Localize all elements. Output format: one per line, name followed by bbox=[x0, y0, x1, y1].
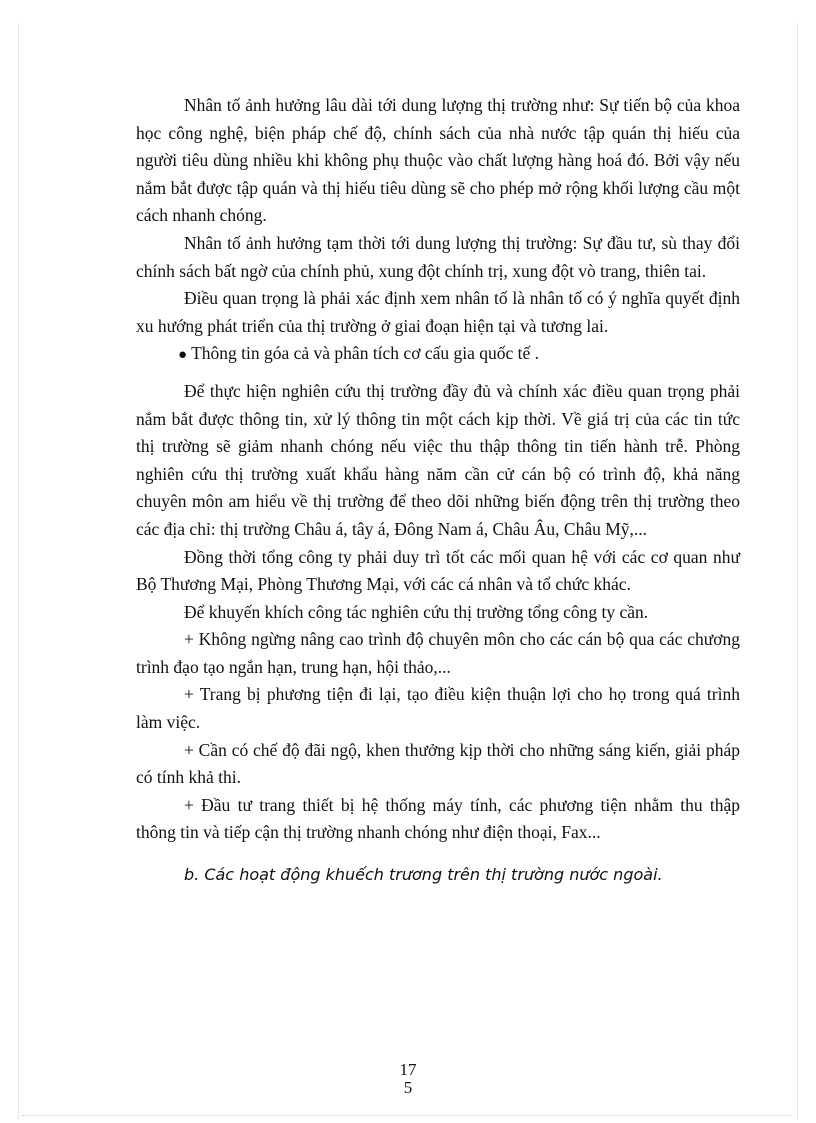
list-item-transport: + Trang bị phương tiện đi lại, tạo điều kiện thuận lợi cho họ trong quá trình làm việc. bbox=[136, 684, 740, 733]
list-item-rewards: + Cần có chế độ đãi ngộ, khen thưởng kịp thời cho những sáng kiến, giải pháp có tính khả thi. bbox=[136, 739, 740, 788]
paragraph-importance: Điều quan trọng là phải xác định xem nhân tố là nhân tố có ý nghĩa quyết định xu hướng phát triển của thị trường ở giai đoạn hiện tại và tương lai. bbox=[136, 288, 740, 336]
paragraph-long-term-factors: Nhân tố ảnh hưởng lâu dài tới dung lượng thị trường như: Sự tiến bộ của khoa học công nghệ, biện pháp chế độ, chính sách của nhà nước tập quán thị hiếu của người tiêu dùng nhiều khi không phụ thuộc vào chất lượng hàng hoá đó. Bởi vậy nếu nắm bắt được tập quán và thị hiếu tiêu dùng sẽ cho phép mở rộng khối lượng cầu một cách nhanh chóng. bbox=[136, 95, 740, 226]
section-heading: b. Các hoạt động khuếch trương trên thị trường nước ngoài. bbox=[184, 865, 663, 885]
bullet-icon: ● bbox=[178, 347, 188, 364]
paragraph-encourage: Để khuyến khích công tác nghiên cứu thị trường tổng công ty cần. bbox=[184, 601, 649, 622]
document-body bbox=[136, 92, 740, 889]
bullet-text: Thông tin góa cả và phân tích cơ cấu gia quốc tế . bbox=[191, 343, 540, 364]
list-item-training: + Không ngừng nâng cao trình độ chuyên môn cho các cán bộ qua các chương trình đạo tạo ngắn hạn, trung hạn, hội thảo,... bbox=[136, 629, 740, 677]
bottom-divider bbox=[22, 1115, 792, 1116]
page-number-bottom: 5 bbox=[403, 1078, 413, 1097]
page-number-top: 17 bbox=[399, 1060, 417, 1079]
bullet-item bbox=[136, 340, 740, 370]
list-item-equipment: + Đầu tư trang thiết bị hệ thống máy tính, các phương tiện nhằm thu thập thông tin và tiếp cận thị trường nhanh chóng như điện thoại, Fax... bbox=[136, 794, 740, 843]
paragraph-temporary-factors: Nhân tố ảnh hưởng tạm thời tới dung lượng thị trường: Sự đầu tư, sù thay đổi chính sách bất ngờ của chính phủ, xung đột chính trị, xung đột vò trang, thiên tai. bbox=[136, 232, 740, 281]
paragraph-market-research: Để thực hiện nghiên cứu thị trường đầy đủ và chính xác điều quan trọng phải nắm bắt được thông tin, xử lý thông tin một cách kịp thời. Về giá trị của các tin tức thị trường sẽ giảm nhanh chóng nếu việc thu thập thông tin tiến hành trễ. Phòng nghiên cứu thị trường xuất khẩu hàng năm cần cử cán bộ có trình độ, khả năng chuyên môn am hiểu về thị trường để theo dõi những biến động trên thị trường theo các địa chỉ: thị trường Châu á, tây á, Đông Nam á, Châu Âu, Châu Mỹ,... bbox=[136, 380, 740, 539]
paragraph-relations: Đồng thời tổng công ty phải duy trì tốt các mối quan hệ với các cơ quan như Bộ Thương Mại, Phòng Thương Mại, với các cá nhân và tổ chức khác. bbox=[136, 546, 740, 595]
